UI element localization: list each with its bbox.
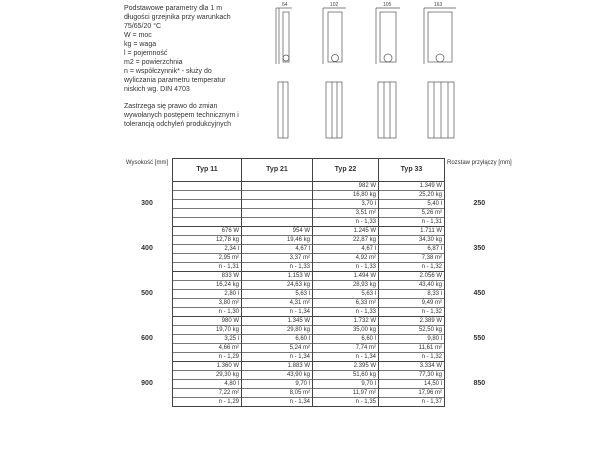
height-value: 900 [141, 380, 153, 387]
spec-cell: n - 1,34 [242, 353, 313, 362]
legend-line: l = pojemność [124, 50, 168, 57]
spec-cell: 5,63 l [242, 290, 313, 299]
table-row [122, 317, 514, 326]
type-header: Typ 33 [379, 159, 445, 182]
spec-cell: 2,95 m² [173, 254, 242, 263]
table-header-row [122, 159, 514, 182]
spacing-header: Rozstaw przyłączy [mm] [447, 159, 512, 166]
spec-cell: n - 1,34 [242, 308, 313, 317]
disclaimer-line: wywołanych postępem technicznym i [124, 112, 239, 119]
spec-cell [242, 182, 313, 191]
spec-cell [173, 209, 242, 218]
spec-cell: 24,63 kg [242, 281, 313, 290]
disclaimer-line: Zastrzega się prawo do zmian [124, 103, 218, 110]
spec-cell: n - 1,33 [313, 218, 379, 227]
spacing-value: 250 [473, 200, 486, 207]
spec-cell: 3,51 m² [313, 209, 379, 218]
height-value: 400 [141, 245, 153, 252]
spec-cell: 9,70 l [242, 380, 313, 389]
spec-cell: 6,87 l [379, 245, 445, 254]
spacing-value: 850 [473, 380, 486, 387]
legend [124, 4, 274, 129]
spec-cell: 6,33 m² [313, 299, 379, 308]
spacing-value: 550 [473, 335, 486, 342]
disclaimer-line: tolerancją odchyleń produkcyjnych [124, 121, 232, 128]
spec-cell: 29,30 kg [173, 371, 242, 380]
spec-cell: n - 1,34 [242, 398, 313, 407]
spec-cell: n - 1,37 [379, 398, 445, 407]
spec-cell: n - 1,31 [379, 218, 445, 227]
spec-cell: 7,22 m² [173, 389, 242, 398]
dim-label: 102 [330, 2, 339, 8]
spec-cell: n - 1,32 [379, 353, 445, 362]
spec-cell: 5,24 m² [242, 344, 313, 353]
spec-cell: 14,50 l [379, 380, 445, 389]
spec-cell: 2.395 W [313, 362, 379, 371]
table-row [122, 362, 514, 371]
spec-cell: 833 W [173, 272, 242, 281]
spec-cell: 77,30 kg [379, 371, 445, 380]
spacing-value: 350 [473, 245, 486, 252]
legend-line: niskich wg. DIN 4703 [124, 86, 190, 93]
spec-cell [242, 209, 313, 218]
spec-cell: 676 W [173, 227, 242, 236]
spec-cell: 5,63 l [313, 290, 379, 299]
spec-cell: 6,60 l [242, 335, 313, 344]
spec-cell: 43,90 kg [242, 371, 313, 380]
spec-cell: 19,46 kg [242, 236, 313, 245]
spec-cell: 954 W [242, 227, 313, 236]
spec-cell: 17,96 m² [379, 389, 445, 398]
spec-cell: n - 1,31 [173, 263, 242, 272]
spec-cell: 11,61 m² [379, 344, 445, 353]
spec-cell: 9,80 l [379, 335, 445, 344]
type-header: Typ 22 [313, 159, 379, 182]
legend-line: 75/65/20 °C [124, 23, 162, 30]
typ22-profile-sketch [378, 82, 396, 138]
legend-line: wyliczania parametru temperatur [124, 77, 226, 84]
spec-cell: n - 1,29 [173, 398, 242, 407]
spec-cell: 4,31 m² [242, 299, 313, 308]
spec-cell: 7,38 m² [379, 254, 445, 263]
table-row [122, 182, 514, 191]
spec-cell: n - 1,29 [173, 353, 242, 362]
spec-cell: 16,80 kg [313, 191, 379, 200]
spec-cell: 22,87 kg [313, 236, 379, 245]
spec-cell: 12,78 kg [173, 236, 242, 245]
legend-line: n = współczynnik* - służy do [124, 68, 212, 75]
spec-cell: 2.056 W [379, 272, 445, 281]
spec-cell: 1.349 W [379, 182, 445, 191]
legend-line: m2 = powierzchnia [124, 59, 183, 66]
spec-cell: 1.153 W [242, 272, 313, 281]
spec-cell: 1.711 W [379, 227, 445, 236]
spec-cell: 4,80 l [173, 380, 242, 389]
spec-cell: 28,93 kg [313, 281, 379, 290]
dim-label: 163 [434, 2, 443, 8]
spec-cell: 11,97 m² [313, 389, 379, 398]
spec-cell: 43,40 kg [379, 281, 445, 290]
typ22-top-drawing [376, 8, 400, 64]
spec-cell: 4,67 l [313, 245, 379, 254]
spec-cell: 5,26 m² [379, 209, 445, 218]
spec-cell: 3,37 m² [242, 254, 313, 263]
spec-cell: 1.494 W [313, 272, 379, 281]
spec-cell: 7,74 m² [313, 344, 379, 353]
table-row [122, 272, 514, 281]
typ33-top-drawing [424, 8, 456, 64]
spec-cell: 51,60 kg [313, 371, 379, 380]
spec-cell: 8,05 m² [242, 389, 313, 398]
spec-cell: 52,50 kg [379, 326, 445, 335]
spec-cell: 5,40 l [379, 200, 445, 209]
legend-line: kg = waga [124, 41, 157, 48]
spec-cell: n - 1,33 [313, 308, 379, 317]
dim-label: 105 [383, 2, 392, 8]
legend-line: Podstawowe parametry dla 1 m [124, 5, 223, 12]
typ33-profile-sketch [428, 82, 454, 138]
spec-cell: 1.360 W [173, 362, 242, 371]
spec-cell: 9,70 l [313, 380, 379, 389]
spec-cell: 4,66 m² [173, 344, 242, 353]
spec-cell: 1.345 W [242, 317, 313, 326]
spec-cell: 982 W [313, 182, 379, 191]
typ11-top-drawing [276, 8, 292, 64]
spec-cell: 2,34 l [173, 245, 242, 254]
type-header: Typ 11 [173, 159, 242, 182]
spec-cell [173, 218, 242, 227]
spec-cell: 4,67 l [242, 245, 313, 254]
spec-cell: 6,60 l [313, 335, 379, 344]
spec-cell: n - 1,33 [242, 263, 313, 272]
height-header: Wysokość [mm] [125, 159, 169, 166]
spec-cell: n - 1,35 [313, 398, 379, 407]
spec-cell: n - 1,32 [379, 308, 445, 317]
spec-cell: 1.245 W [313, 227, 379, 236]
spec-cell: 3,70 l [313, 200, 379, 209]
dim-label: 64 [282, 2, 288, 8]
spec-cell: 1.732 W [313, 317, 379, 326]
spec-cell: 3,80 m² [173, 299, 242, 308]
spec-cell: 2,80 l [173, 290, 242, 299]
height-value: 600 [141, 335, 153, 342]
typ11-profile-sketch [278, 82, 288, 138]
spec-cell: 16,24 kg [173, 281, 242, 290]
spec-cell [173, 200, 242, 209]
spec-cell: 34,30 kg [379, 236, 445, 245]
spec-cell: 3.334 W [379, 362, 445, 371]
spec-cell [242, 200, 313, 209]
spec-cell: n - 1,33 [313, 263, 379, 272]
typ21-top-drawing [323, 8, 346, 64]
spec-cell [173, 182, 242, 191]
spec-cell: 4,92 m² [313, 254, 379, 263]
spec-cell [242, 191, 313, 200]
spec-cell [242, 218, 313, 227]
typ21-profile-sketch [326, 82, 342, 138]
spec-cell: 1.883 W [242, 362, 313, 371]
spec-cell: 8,33 l [379, 290, 445, 299]
spec-cell: 25,20 kg [379, 191, 445, 200]
legend-line: W = moc [124, 32, 152, 39]
height-value: 300 [141, 200, 153, 207]
radiator-spec-table [122, 158, 514, 407]
table-row [122, 227, 514, 236]
spec-cell: n - 1,30 [173, 308, 242, 317]
height-value: 500 [141, 290, 153, 297]
spec-cell: n - 1,34 [313, 353, 379, 362]
spec-cell [173, 191, 242, 200]
legend-line: długości grzejnika przy warunkach [124, 14, 231, 21]
radiator-cross-section-drawings [268, 2, 468, 142]
type-header: Typ 21 [242, 159, 313, 182]
spacing-value: 450 [473, 290, 486, 297]
spec-cell: n - 1,32 [379, 263, 445, 272]
spec-cell: 2.389 W [379, 317, 445, 326]
spec-cell: 980 W [173, 317, 242, 326]
spec-cell: 29,80 kg [242, 326, 313, 335]
spec-cell: 9,49 m² [379, 299, 445, 308]
spec-cell: 19,70 kg [173, 326, 242, 335]
spec-cell: 35,00 kg [313, 326, 379, 335]
spec-cell: 3,25 l [173, 335, 242, 344]
